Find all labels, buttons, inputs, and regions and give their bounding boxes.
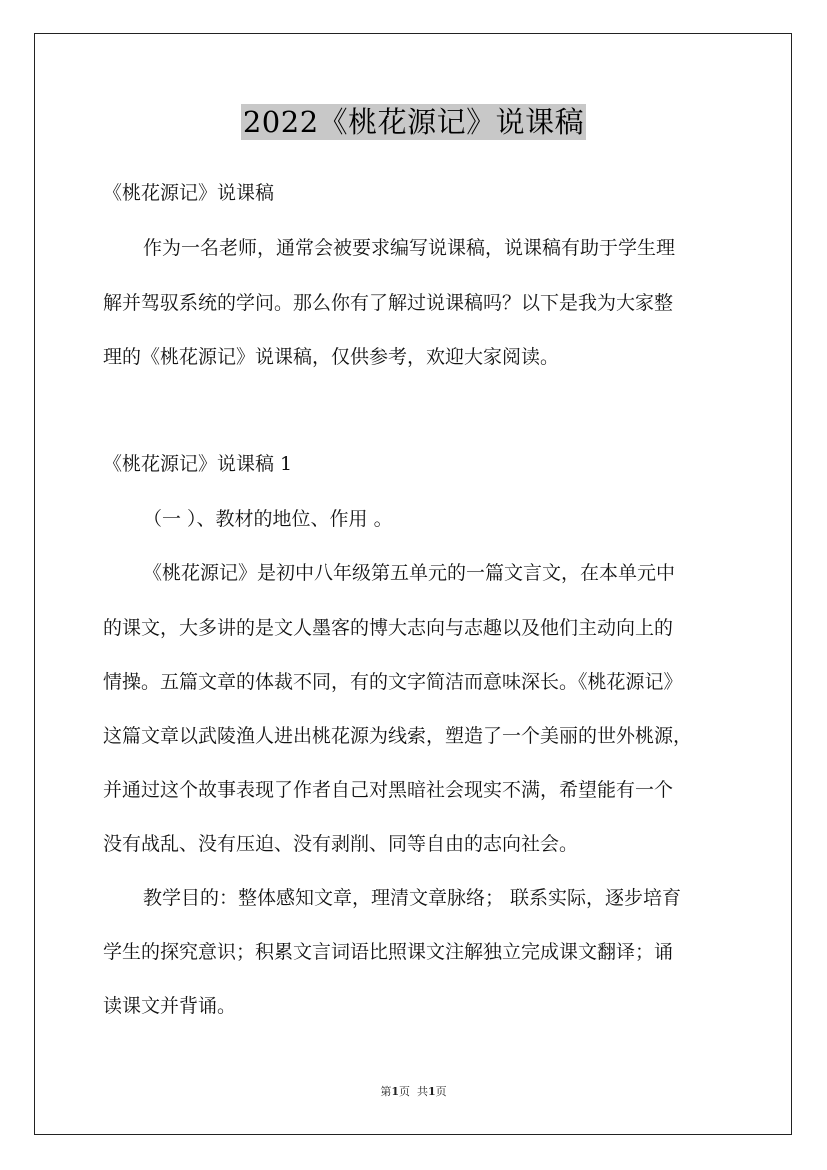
intro-line-2: 解并驾驭系统的学问。那么你有了解过说课稿吗？以下是我为大家整 <box>103 292 674 314</box>
subsection-heading: （一 ）、教材的地位、作用 。 <box>143 508 393 530</box>
goal-line-3: 读课文并背诵。 <box>103 995 237 1017</box>
body-line-2: 的课文，大多讲的是文人墨客的博大志向与志趣以及他们主动向上的 <box>103 617 674 639</box>
body-line-1: 《桃花源记》是初中八年级第五单元的一篇文言文，在本单元中 <box>143 562 676 584</box>
footer-total-pages: 1 <box>428 1085 436 1098</box>
footer-total-suffix: 页 <box>435 1085 447 1098</box>
section-heading: 《桃花源记》说课稿 1 <box>103 453 293 475</box>
footer-page-suffix: 页 <box>399 1085 410 1098</box>
goal-line-1: 教学目的：整体感知文章，理清文章脉络； 联系实际，逐步培育 <box>143 887 682 909</box>
intro-line-1: 作为一名老师，通常会被要求编写说课稿，说课稿有助于学生理 <box>143 237 676 259</box>
footer-page-number: 1 <box>391 1085 399 1098</box>
title-container <box>0 104 827 140</box>
goal-line-2: 学生的探究意识；积累文言词语比照课文注解独立完成课文翻译；诵 <box>103 941 674 963</box>
body-line-4: 这篇文章以武陵渔人进出桃花源为线索，塑造了一个美丽的世外桃源， <box>103 725 693 747</box>
footer-total-prefix: 共 <box>417 1085 428 1098</box>
document-title: 2022《桃花源记》说课稿 <box>242 105 585 139</box>
intro-line-3: 理的《桃花源记》说课稿，仅供参考，欢迎大家阅读。 <box>103 346 560 368</box>
document-subtitle: 《桃花源记》说课稿 <box>103 182 275 204</box>
body-line-5: 并通过这个故事表现了作者自己对黑暗社会现实不满，希望能有一个 <box>103 779 674 801</box>
page-footer <box>0 1085 827 1099</box>
footer-page-prefix: 第 <box>380 1085 392 1098</box>
body-line-6: 没有战乱、没有压迫、没有剥削、同等自由的志向社会。 <box>103 833 579 855</box>
body-line-3: 情操。五篇文章的体裁不同，有的文字简洁而意味深长。《桃花源记》 <box>103 671 683 693</box>
